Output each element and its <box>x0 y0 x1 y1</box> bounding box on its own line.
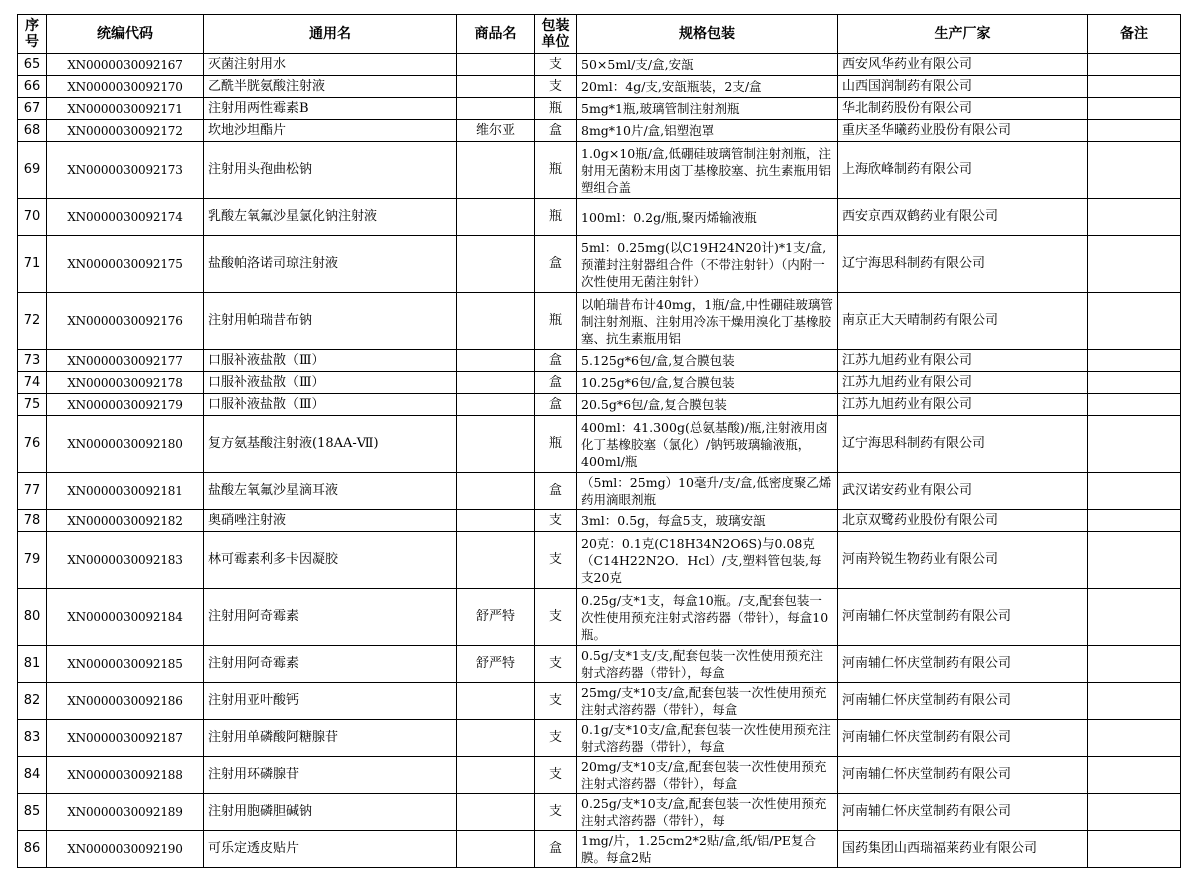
row-seq: 79 <box>18 532 47 589</box>
row-generic-name: 奥硝唑注射液 <box>204 510 457 532</box>
row-generic-name: 盐酸帕洛诺司琼注射液 <box>204 236 457 293</box>
table-row <box>18 394 1181 416</box>
row-spec <box>577 473 838 510</box>
header-note: 备注 <box>1088 15 1181 54</box>
row-spec-text: 50×5ml/支/盒,安瓿 <box>581 57 694 72</box>
row-seq: 70 <box>18 199 47 236</box>
row-brand-name <box>457 293 535 350</box>
row-code: XN0000030092183 <box>47 532 204 589</box>
table-row <box>18 532 1181 589</box>
table-row <box>18 76 1181 98</box>
row-code: XN0000030092173 <box>47 142 204 199</box>
row-spec-text: 以帕瑞昔布计40mg，1瓶/盒,中性硼硅玻璃管制注射剂瓶、注射用冷冻干燥用溴化丁基橡胶塞、抗生素瓶用铝 <box>581 296 833 346</box>
row-note <box>1088 199 1181 236</box>
row-code: XN0000030092186 <box>47 683 204 720</box>
header-package-unit: 包装单位 <box>535 15 577 54</box>
row-manufacturer: 西安京西双鹤药业有限公司 <box>838 199 1088 236</box>
row-package-unit: 支 <box>535 532 577 589</box>
table-row <box>18 372 1181 394</box>
row-brand-name: 维尔亚 <box>457 120 535 142</box>
row-seq: 86 <box>18 831 47 868</box>
row-package-unit: 盒 <box>535 120 577 142</box>
row-spec <box>577 720 838 757</box>
row-package-unit: 支 <box>535 720 577 757</box>
row-code: XN0000030092182 <box>47 510 204 532</box>
row-spec-text: 400ml：41.300g(总氨基酸)/瓶,注射液用卤化丁基橡胶塞（氯化）/钠钙玻璃输液瓶，400ml/瓶 <box>581 419 828 469</box>
row-spec-text: 3ml：0.5g，每盒5支，玻璃安瓿 <box>581 513 766 528</box>
row-note <box>1088 646 1181 683</box>
row-seq: 82 <box>18 683 47 720</box>
table-row <box>18 757 1181 794</box>
row-spec-text: 20.5g*6包/盒,复合膜包装 <box>581 397 727 412</box>
row-note <box>1088 142 1181 199</box>
row-generic-name: 注射用头孢曲松钠 <box>204 142 457 199</box>
row-generic-name: 注射用单磷酸阿糖腺苷 <box>204 720 457 757</box>
row-package-unit: 瓶 <box>535 293 577 350</box>
table-row <box>18 510 1181 532</box>
header-generic-name: 通用名 <box>204 15 457 54</box>
row-spec <box>577 532 838 589</box>
row-brand-name: 舒严特 <box>457 646 535 683</box>
row-seq: 83 <box>18 720 47 757</box>
row-spec-text: 0.5g/支*1支/支,配套包装一次性使用预充注射式溶药器（带针），每盒 <box>581 648 823 680</box>
row-package-unit: 瓶 <box>535 199 577 236</box>
row-package-unit: 盒 <box>535 473 577 510</box>
row-brand-name <box>457 794 535 831</box>
row-spec-text: 1mg/片，1.25cm2*2贴/盒,纸/铝/PE复合膜。每盒2贴 <box>581 833 817 865</box>
row-package-unit: 支 <box>535 76 577 98</box>
header-manufacturer: 生产厂家 <box>838 15 1088 54</box>
row-spec <box>577 120 838 142</box>
row-seq: 80 <box>18 589 47 646</box>
row-generic-name: 注射用胞磷胆碱钠 <box>204 794 457 831</box>
row-generic-name: 灭菌注射用水 <box>204 54 457 76</box>
table-row <box>18 350 1181 372</box>
row-spec <box>577 199 838 236</box>
table-row <box>18 120 1181 142</box>
row-spec-text: 1.0g×10瓶/盒,低硼硅玻璃管制注射剂瓶，注射用无菌粉末用卤丁基橡胶塞、抗生素瓶用铝塑组合盖 <box>581 145 832 195</box>
table-row <box>18 589 1181 646</box>
row-generic-name: 坎地沙坦酯片 <box>204 120 457 142</box>
row-seq: 78 <box>18 510 47 532</box>
row-spec-text: （5ml：25mg）10毫升/支/盒,低密度聚乙烯药用滴眼剂瓶 <box>581 475 832 507</box>
row-note <box>1088 394 1181 416</box>
row-code: XN0000030092172 <box>47 120 204 142</box>
row-spec <box>577 589 838 646</box>
row-note <box>1088 510 1181 532</box>
row-generic-name: 林可霉素利多卡因凝胶 <box>204 532 457 589</box>
row-generic-name: 口服补液盐散（Ⅲ） <box>204 372 457 394</box>
row-package-unit: 支 <box>535 589 577 646</box>
row-note <box>1088 683 1181 720</box>
row-manufacturer: 上海欣峰制药有限公司 <box>838 142 1088 199</box>
table-row <box>18 199 1181 236</box>
row-code: XN0000030092181 <box>47 473 204 510</box>
row-brand-name <box>457 720 535 757</box>
row-code: XN0000030092178 <box>47 372 204 394</box>
row-generic-name: 口服补液盐散（Ⅲ） <box>204 394 457 416</box>
row-manufacturer: 河南辅仁怀庆堂制药有限公司 <box>838 794 1088 831</box>
row-manufacturer: 北京双鹭药业股份有限公司 <box>838 510 1088 532</box>
row-generic-name: 注射用环磷腺苷 <box>204 757 457 794</box>
row-seq: 68 <box>18 120 47 142</box>
row-spec <box>577 350 838 372</box>
row-manufacturer: 河南辅仁怀庆堂制药有限公司 <box>838 720 1088 757</box>
row-manufacturer: 江苏九旭药业有限公司 <box>838 372 1088 394</box>
row-manufacturer: 西安风华药业有限公司 <box>838 54 1088 76</box>
row-generic-name: 注射用两性霉素B <box>204 98 457 120</box>
row-manufacturer: 辽宁海思科制药有限公司 <box>838 236 1088 293</box>
row-manufacturer: 武汉诺安药业有限公司 <box>838 473 1088 510</box>
row-seq: 84 <box>18 757 47 794</box>
row-package-unit: 盒 <box>535 372 577 394</box>
table-row <box>18 293 1181 350</box>
row-spec-text: 0.1g/支*10支/盒,配套包装一次性使用预充注射式溶药器（带针），每盒 <box>581 722 831 754</box>
row-code: XN0000030092190 <box>47 831 204 868</box>
row-brand-name <box>457 372 535 394</box>
row-manufacturer: 河南辅仁怀庆堂制药有限公司 <box>838 757 1088 794</box>
row-package-unit: 瓶 <box>535 98 577 120</box>
row-spec <box>577 683 838 720</box>
row-brand-name <box>457 76 535 98</box>
header-spec: 规格包装 <box>577 15 838 54</box>
row-spec <box>577 394 838 416</box>
row-code: XN0000030092179 <box>47 394 204 416</box>
table-row <box>18 236 1181 293</box>
row-spec-text: 20克：0.1克(C18H34N2O6S)与0.08克（C14H22N2O．Hcl）/支,塑料管包装,每支20克 <box>581 535 822 585</box>
row-code: XN0000030092174 <box>47 199 204 236</box>
row-seq: 75 <box>18 394 47 416</box>
row-manufacturer: 江苏九旭药业有限公司 <box>838 394 1088 416</box>
row-code: XN0000030092177 <box>47 350 204 372</box>
row-brand-name <box>457 236 535 293</box>
row-note <box>1088 532 1181 589</box>
row-manufacturer: 辽宁海思科制药有限公司 <box>838 416 1088 473</box>
row-spec <box>577 794 838 831</box>
row-manufacturer: 江苏九旭药业有限公司 <box>838 350 1088 372</box>
row-spec-text: 0.25g/支*10支/盒,配套包装一次性使用预充注射式溶药器（带针），每 <box>581 796 827 828</box>
drug-list-table <box>17 14 1181 868</box>
row-brand-name <box>457 394 535 416</box>
row-generic-name: 注射用亚叶酸钙 <box>204 683 457 720</box>
row-seq: 65 <box>18 54 47 76</box>
row-spec <box>577 54 838 76</box>
row-spec <box>577 76 838 98</box>
table-row <box>18 142 1181 199</box>
row-code: XN0000030092175 <box>47 236 204 293</box>
row-manufacturer: 重庆圣华曦药业股份有限公司 <box>838 120 1088 142</box>
row-seq: 81 <box>18 646 47 683</box>
row-package-unit: 瓶 <box>535 142 577 199</box>
row-seq: 85 <box>18 794 47 831</box>
row-package-unit: 支 <box>535 646 577 683</box>
table-row <box>18 98 1181 120</box>
row-brand-name <box>457 98 535 120</box>
row-brand-name: 舒严特 <box>457 589 535 646</box>
row-spec-text: 20ml：4g/支,安瓿瓶装，2支/盒 <box>581 79 762 94</box>
row-generic-name: 口服补液盐散（Ⅲ） <box>204 350 457 372</box>
row-spec <box>577 236 838 293</box>
row-brand-name <box>457 683 535 720</box>
row-spec-text: 100ml：0.2g/瓶,聚丙烯输液瓶 <box>581 209 757 225</box>
row-brand-name <box>457 416 535 473</box>
row-manufacturer: 河南辅仁怀庆堂制药有限公司 <box>838 589 1088 646</box>
table-row <box>18 646 1181 683</box>
row-seq: 69 <box>18 142 47 199</box>
row-note <box>1088 831 1181 868</box>
row-seq: 72 <box>18 293 47 350</box>
row-manufacturer: 山西国润制药有限公司 <box>838 76 1088 98</box>
row-generic-name: 乳酸左氧氟沙星氯化钠注射液 <box>204 199 457 236</box>
table-row <box>18 416 1181 473</box>
row-spec-text: 8mg*10片/盒,铝塑泡罩 <box>581 123 715 138</box>
row-note <box>1088 54 1181 76</box>
header-seq: 序号 <box>18 15 47 54</box>
row-note <box>1088 757 1181 794</box>
row-seq: 76 <box>18 416 47 473</box>
row-note <box>1088 236 1181 293</box>
row-seq: 74 <box>18 372 47 394</box>
row-note <box>1088 720 1181 757</box>
row-generic-name: 乙酰半胱氨酸注射液 <box>204 76 457 98</box>
row-manufacturer: 河南羚锐生物药业有限公司 <box>838 532 1088 589</box>
row-manufacturer: 国药集团山西瑞福莱药业有限公司 <box>838 831 1088 868</box>
row-generic-name: 盐酸左氧氟沙星滴耳液 <box>204 473 457 510</box>
table-row <box>18 683 1181 720</box>
row-spec-text: 5.125g*6包/盒,复合膜包装 <box>581 353 735 368</box>
row-note <box>1088 293 1181 350</box>
row-spec <box>577 416 838 473</box>
row-code: XN0000030092187 <box>47 720 204 757</box>
row-seq: 73 <box>18 350 47 372</box>
row-spec <box>577 98 838 120</box>
row-manufacturer: 河南辅仁怀庆堂制药有限公司 <box>838 646 1088 683</box>
row-brand-name <box>457 831 535 868</box>
row-note <box>1088 76 1181 98</box>
row-spec <box>577 372 838 394</box>
row-code: XN0000030092185 <box>47 646 204 683</box>
row-package-unit: 支 <box>535 510 577 532</box>
row-note <box>1088 416 1181 473</box>
row-package-unit: 支 <box>535 54 577 76</box>
row-note <box>1088 794 1181 831</box>
row-spec-text: 10.25g*6包/盒,复合膜包装 <box>581 375 735 390</box>
row-code: XN0000030092188 <box>47 757 204 794</box>
row-seq: 77 <box>18 473 47 510</box>
row-package-unit: 支 <box>535 757 577 794</box>
row-note <box>1088 98 1181 120</box>
row-brand-name <box>457 142 535 199</box>
row-code: XN0000030092180 <box>47 416 204 473</box>
table-row <box>18 473 1181 510</box>
row-brand-name <box>457 757 535 794</box>
row-code: XN0000030092184 <box>47 589 204 646</box>
row-package-unit: 瓶 <box>535 416 577 473</box>
row-spec <box>577 831 838 868</box>
row-package-unit: 盒 <box>535 394 577 416</box>
row-spec <box>577 293 838 350</box>
row-package-unit: 盒 <box>535 236 577 293</box>
row-spec <box>577 757 838 794</box>
row-note <box>1088 589 1181 646</box>
row-seq: 71 <box>18 236 47 293</box>
row-code: XN0000030092189 <box>47 794 204 831</box>
row-spec-text: 5ml：0.25mg(以C19H24N20计)*1支/盒,预灌封注射器组合件（不带注射针）（内附一次性使用无菌注射针） <box>581 239 827 289</box>
row-code: XN0000030092170 <box>47 76 204 98</box>
table-row <box>18 720 1181 757</box>
row-spec <box>577 510 838 532</box>
row-brand-name <box>457 510 535 532</box>
row-spec-text: 0.25g/支*1支，每盒10瓶。/支,配套包装一次性使用预充注射式溶药器（带针），每盒10瓶。 <box>581 592 829 642</box>
row-code: XN0000030092167 <box>47 54 204 76</box>
row-package-unit: 盒 <box>535 831 577 868</box>
row-generic-name: 注射用阿奇霉素 <box>204 589 457 646</box>
row-note <box>1088 473 1181 510</box>
row-seq: 66 <box>18 76 47 98</box>
row-brand-name <box>457 473 535 510</box>
row-code: XN0000030092176 <box>47 293 204 350</box>
row-brand-name <box>457 350 535 372</box>
row-generic-name: 复方氨基酸注射液(18AA-Ⅶ) <box>204 416 457 473</box>
row-generic-name: 注射用阿奇霉素 <box>204 646 457 683</box>
row-note <box>1088 350 1181 372</box>
header-code: 统编代码 <box>47 15 204 54</box>
row-spec-text: 20mg/支*10支/盒,配套包装一次性使用预充注射式溶药器（带针），每盒 <box>581 759 827 791</box>
table-row <box>18 794 1181 831</box>
row-manufacturer: 南京正大天晴制药有限公司 <box>838 293 1088 350</box>
row-brand-name <box>457 54 535 76</box>
row-brand-name <box>457 532 535 589</box>
row-note <box>1088 372 1181 394</box>
header-brand-name: 商品名 <box>457 15 535 54</box>
row-spec-text: 25mg/支*10支/盒,配套包装一次性使用预充注射式溶药器（带针），每盒 <box>581 685 827 717</box>
row-spec-text: 5mg*1瓶,玻璃管制注射剂瓶 <box>581 101 740 116</box>
row-brand-name <box>457 199 535 236</box>
row-package-unit: 支 <box>535 794 577 831</box>
row-manufacturer: 河南辅仁怀庆堂制药有限公司 <box>838 683 1088 720</box>
table-row <box>18 54 1181 76</box>
row-manufacturer: 华北制药股份有限公司 <box>838 98 1088 120</box>
row-seq: 67 <box>18 98 47 120</box>
row-spec <box>577 646 838 683</box>
row-package-unit: 支 <box>535 683 577 720</box>
header-row <box>18 15 1181 54</box>
row-package-unit: 盒 <box>535 350 577 372</box>
row-generic-name: 注射用帕瑞昔布钠 <box>204 293 457 350</box>
table-body <box>18 54 1181 868</box>
row-spec <box>577 142 838 199</box>
row-generic-name: 可乐定透皮贴片 <box>204 831 457 868</box>
row-code: XN0000030092171 <box>47 98 204 120</box>
table-row <box>18 831 1181 868</box>
row-note <box>1088 120 1181 142</box>
